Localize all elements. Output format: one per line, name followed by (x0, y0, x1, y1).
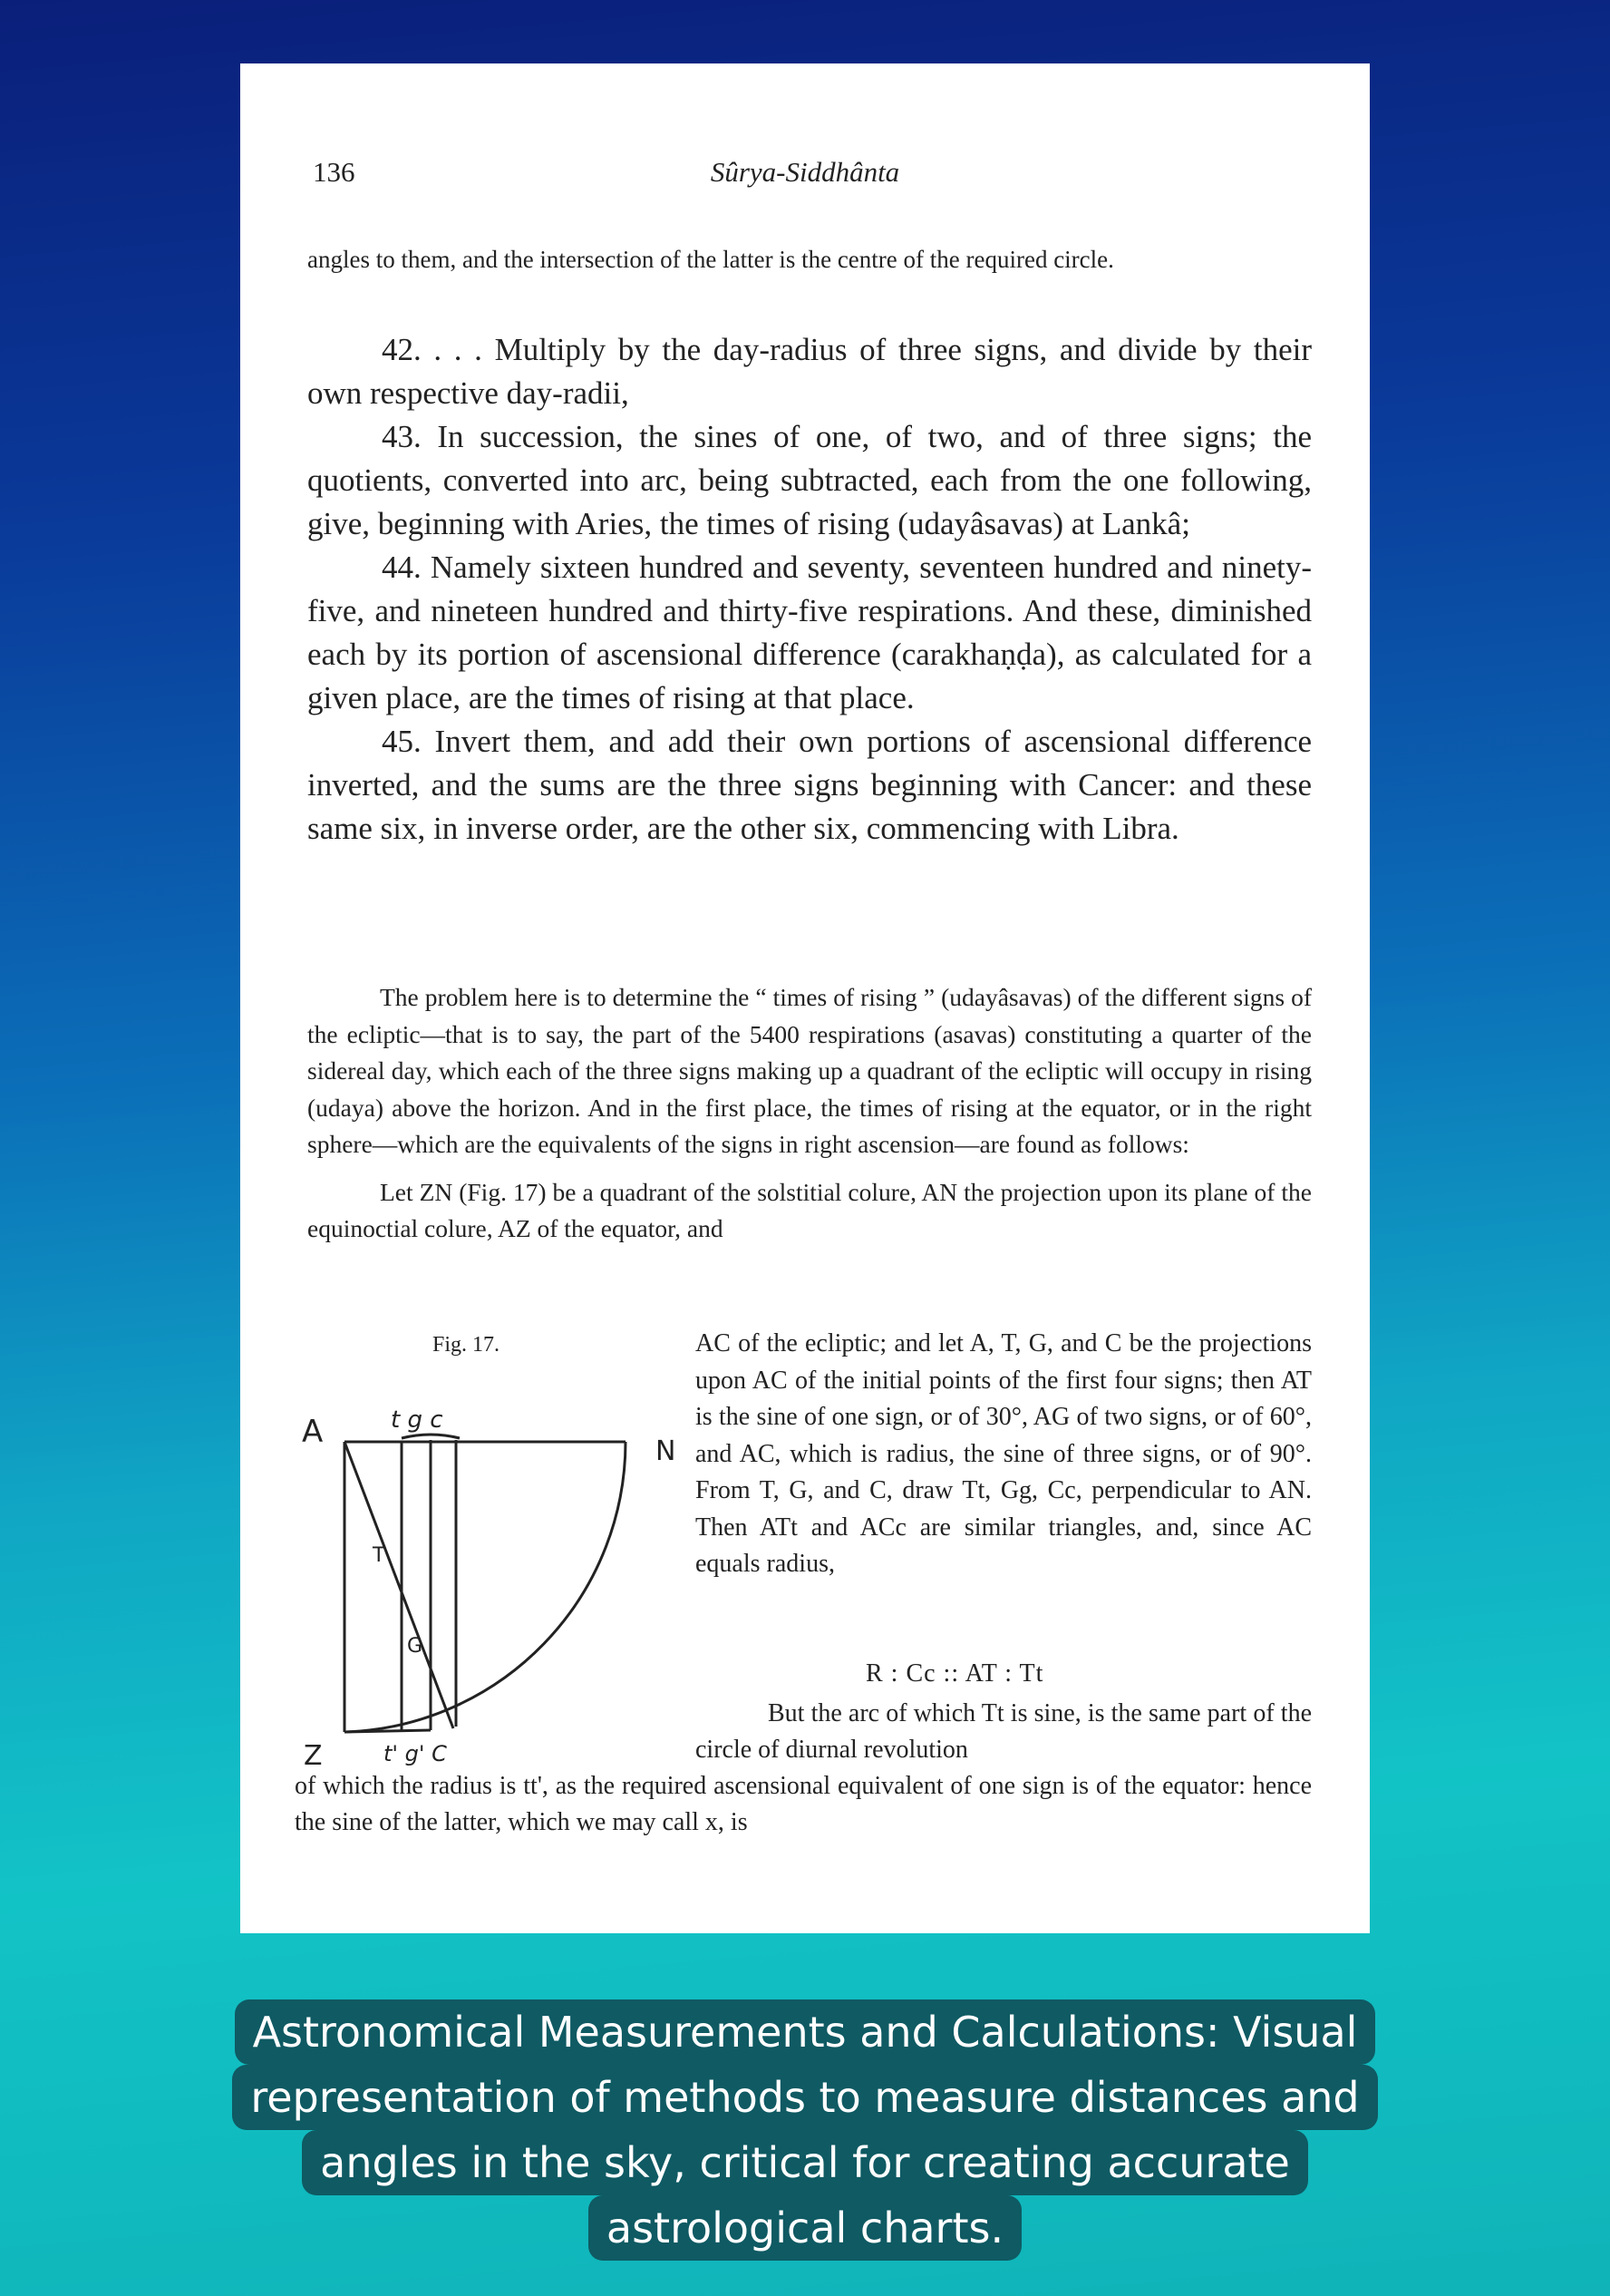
running-head (313, 156, 1297, 196)
top-text: angles to them, and the intersection of the latter is the centre of the required circle. (307, 246, 1114, 273)
proportion-equation: R : Cc :: AT : Tt (866, 1659, 1044, 1688)
line-bottom (344, 1730, 431, 1732)
caption-line-3: angles in the sky, critical for creating accurate (302, 2130, 1308, 2195)
page-number: 136 (313, 156, 355, 188)
label-z: Z (304, 1740, 323, 1772)
commentary (307, 979, 1312, 1248)
figure-side-text: AC of the ecliptic; and let A, T, G, and C be the projections upon AC of the initial points of the first four signs; then AT is the sine of one sign, or of 30°, AG of two signs, or of 60°, and AC, which is radius, the sine of three signs, or of 90°. From T, G, and C, draw Tt, Gg, Cc, perpendicular to AN. Then ATt and ACc are similar triangles, and, since AC equals radius, (695, 1329, 1312, 1578)
label-bottom-small: t' g' C (383, 1741, 447, 1766)
arc-top (402, 1435, 460, 1438)
tail-full-text: of which the radius is tt', as the required ascensional equivalent of one sign is of the equator: hence the sine of the latter, which we may call x, is (295, 1772, 1312, 1836)
book-page (240, 63, 1370, 1933)
label-t: T (373, 1544, 385, 1567)
caption-line-4: astrological charts. (588, 2195, 1022, 2261)
verse-45: 45. Invert them, and add their own portions of ascensional difference inverted, and the sums are the three signs beginning with Cancer: and these same six, in inverse order, are the other six, commencing with Libra. (307, 724, 1312, 846)
tail-side-text: But the arc of which Tt is sine, is the same part of the circle of diurnal revolution (695, 1699, 1312, 1764)
book-title: Sûrya-Siddhânta (710, 156, 900, 188)
commentary-paragraph-2: Let ZN (Fig. 17) be a quadrant of the solstitial colure, AN the projection upon its plane of the equinoctial colure, AZ of the equator, and (307, 1177, 1312, 1242)
label-n: N (655, 1435, 676, 1467)
verse-44: 44. Namely sixteen hundred and seventy, seventeen hundred and ninety-five, and nineteen hundred and thirty-five respirations. And these, diminished each by its portion of ascensional difference (carakhaṇḍa), as calculated for a given place, are the times of rising at that place. (307, 550, 1312, 715)
verse-42: 42. . . . Multiply by the day-radius of three signs, and divide by their own respective day-radii, (307, 332, 1312, 411)
label-g: G (407, 1635, 423, 1658)
image-caption (186, 1999, 1424, 2262)
line-ac (344, 1442, 453, 1728)
figure-caption: Fig. 17. (432, 1333, 500, 1357)
caption-line-2: representation of methods to measure distances and (232, 2065, 1377, 2130)
arc-zn (344, 1442, 626, 1732)
label-top-small: t g c (391, 1406, 443, 1434)
verses (307, 328, 1312, 851)
verse-43: 43. In succession, the sines of one, of two, and of three signs; the quotients, converted into arc, being subtracted, each from the one following, give, beginning with Aries, the times of rising (udayâsavas) at Lankâ; (307, 419, 1312, 541)
caption-line-1: Astronomical Measurements and Calculations: Visual (235, 1999, 1376, 2065)
quadrant-diagram (295, 1351, 684, 1786)
commentary-paragraph-1: The problem here is to determine the “ times of rising ” (udayâsavas) of the different signs of the ecliptic—that is to say, the part of the 5400 respirations (asavas) constituting a quarter of the sidereal day, which each of the three signs making up a quadrant of the ecliptic will occupy in rising (udaya) above the horizon. And in the first place, the times of rising at the equator, or in the right sphere—which are the equivalents of the signs in right ascension—are found as follows: (307, 983, 1312, 1158)
figure-17 (295, 1333, 684, 1786)
label-a: A (302, 1414, 324, 1450)
